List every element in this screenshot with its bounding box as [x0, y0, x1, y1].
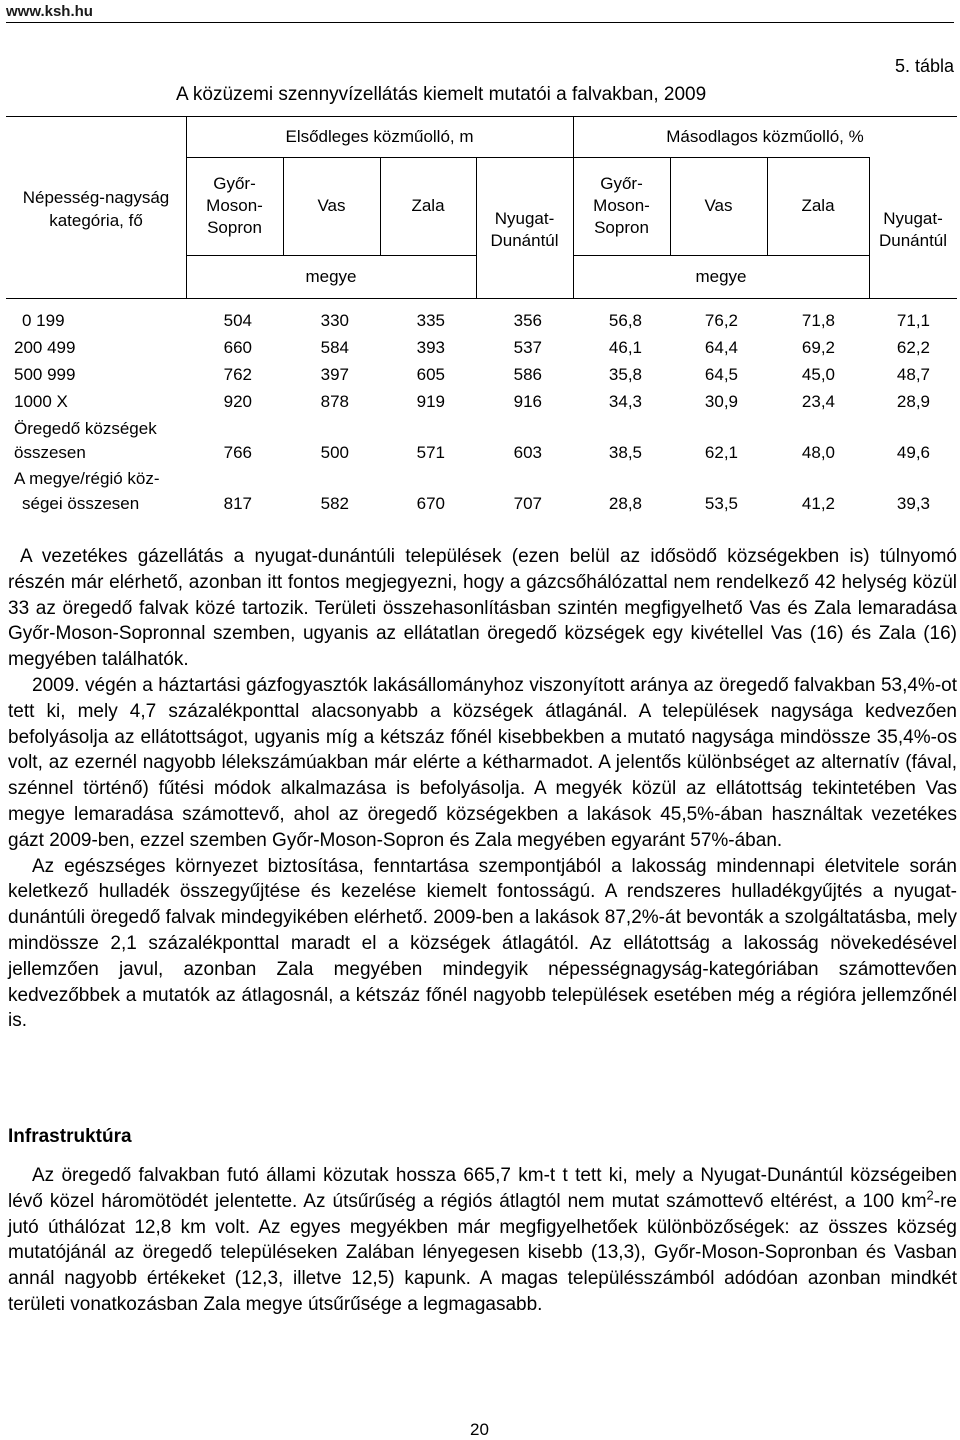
header-top-line	[6, 116, 957, 117]
col-line: Nyugat-	[883, 209, 943, 228]
col-line: Dunántúl	[490, 231, 559, 250]
col-line: Sopron	[594, 218, 649, 237]
table-row	[0, 494, 960, 516]
cell: 62,1	[704, 443, 738, 462]
cell: 62,2	[896, 338, 930, 357]
cell: 920	[223, 392, 252, 411]
paragraph: 2009. végén a háztartási gázfogyasztók lakásállományhoz viszonyított aránya az öregedő falvakban 53,4%-ot tett ki, mely 4,7 százalékponttal alacsonyabb a községek átlagánál. A települések nagysága kedvezően befolyásolja az ellátottságot, ugyanis míg a kétszáz főnél kisebbekben a mutató nagysága mindössze 35,4%-os volt, az ezernél nagyobb lélekszámúakban már elérte a kétharmadot. A jelentős különbséget az alternatív (fával, szénnel történő) fűtési módok alkalmazása is befolyásolja. A megyék közül az ellátottság tekintetében Vas megye lemaradása számottevő, ahol az öregedő községekben a lakások 45,5%-ában használtak vezetékes gázt 2009-ben, ezzel szemben Győr-Moson-Sopron és Zala megyében egyaránt 57%-ában.	[8, 674, 957, 851]
table-row	[0, 311, 960, 333]
cell: 53,5	[704, 494, 738, 513]
table-row	[0, 443, 960, 465]
cell: 766	[223, 443, 252, 462]
cell: 330	[320, 311, 349, 330]
cell: 504	[223, 311, 252, 330]
cell: 605	[416, 365, 445, 384]
cell: 762	[223, 365, 252, 384]
cell: 28,9	[896, 392, 930, 411]
col-line: Győr-	[600, 174, 643, 193]
infrastructure-text	[8, 1163, 957, 1318]
table-row	[0, 392, 960, 414]
cell: 76,2	[704, 311, 738, 330]
row-label-line: ségei összesen	[22, 494, 140, 513]
col-nyd-1	[476, 208, 573, 252]
paragraph: A vezetékes gázellátás a nyugat-dunántúli települések (ezen belül az idősödő községekben is) túlnyomó részén már elérhető, azonban itt fontos megjegyezni, hogy a gázcsőhálózattal nem rendelkező 42 helység közül 33 az öregedő falvak közé tartozik. Területi összehasonlításban szintén megfigyelhető Vas és Zala lemaradása Győr-Moson-Sopronnal szemben, ugyanis az ellátatlan öregedő községek egy kivétellel Vas (16) és Zala (16) megyében találhatók.	[8, 546, 957, 671]
megye-label-2: megye	[695, 267, 747, 286]
cell: 23,4	[801, 392, 835, 411]
cell: 584	[320, 338, 349, 357]
cell: 603	[513, 443, 542, 462]
megye-line-1	[186, 255, 476, 256]
row-label: 500 999	[14, 365, 76, 384]
row-label: 0 199	[22, 311, 65, 330]
paragraph	[8, 1163, 957, 1318]
table-title: A közüzemi szennyvízellátás kiemelt mutatói a falvakban, 2009	[176, 84, 707, 105]
cell: 34,3	[608, 392, 642, 411]
text-part: -re jutó úthálózat 12,8 km volt. Az egyes megyékben már megfigyelhetőek különbözőségek: az összes község mutatójánál az öregedő településeken Zalában lényegesen kisebb (13,3), Győr-Moson-Sopronban és Vasban annál nagyobb értékeket (12,3, illetve 12,5) kapunk. A magas településszámból adódóan azonban mindkét területi vonatkozásban Zala megye útsűrűsége a legmagasabb.	[8, 1190, 957, 1315]
col-gyms-1	[186, 173, 283, 239]
cell: 71,1	[896, 311, 930, 330]
row-label: 1000 X	[14, 392, 68, 411]
cell: 916	[513, 392, 542, 411]
cell: 919	[416, 392, 445, 411]
row-label-line: Öregedő községek	[14, 419, 157, 438]
cell: 586	[513, 365, 542, 384]
cell: 335	[416, 311, 445, 330]
megye-label-1: megye	[305, 267, 357, 286]
cell: 393	[416, 338, 445, 357]
paragraph: Az egészséges környezet biztosítása, fenntartása szempontjából a lakosság mindennapi életvitele során keletkező hulladék összegyűjtése és kezelése kiemelt fontosságú. A rendszeres hulladékgyűjtés a nyugat-dunántúli öregedő falvak mindegyikében elérhető. 2009-ben a lakások 87,2%-át bevonták a szolgáltatásba, mely mindössze 2,1 százalékponttal maradt el a községek átlagától. Az ellátottság a lakosság növekedésével jellemzően javul, azonban Zala megyében mindegyik népességnagyság-kategóriában számottevően kedvezőbbek a mutatók az átlagosnál, a kétszáz főnél nagyobb települések esetében még a régióra jellemzőnél is.	[8, 855, 957, 1032]
row-header-line: Népesség-nagyság	[22, 188, 170, 207]
col-line: Dunántúl	[878, 231, 948, 250]
cell: 39,3	[896, 494, 930, 513]
site-url[interactable]: www.ksh.hu	[6, 3, 93, 20]
row-label: 200 499	[14, 338, 76, 357]
row-header-line: kategória, fő	[49, 211, 143, 230]
page-number: 20	[470, 1420, 489, 1439]
row-label-line: A megye/régió köz-	[14, 469, 160, 488]
cell: 49,6	[896, 443, 930, 462]
table-number: 5. tábla	[894, 56, 954, 76]
cell: 56,8	[608, 311, 642, 330]
header-bottom-line	[6, 298, 957, 299]
col-gyms-2	[573, 173, 670, 239]
cell: 64,4	[704, 338, 738, 357]
col-vas-2: Vas	[704, 196, 733, 215]
cell: 670	[416, 494, 445, 513]
row-header	[6, 186, 186, 232]
group-header-secondary: Másodlagos közműolló, %	[666, 127, 864, 146]
superscript: 2	[926, 1187, 934, 1203]
cell: 28,8	[608, 494, 642, 513]
table-row	[0, 338, 960, 360]
cell: 500	[320, 443, 349, 462]
cell: 660	[223, 338, 252, 357]
cell: 817	[223, 494, 252, 513]
cell: 69,2	[801, 338, 835, 357]
cell: 707	[513, 494, 542, 513]
table-row	[0, 365, 960, 387]
cell: 878	[320, 392, 349, 411]
col-line: Moson-	[206, 196, 263, 215]
cell: 46,1	[608, 338, 642, 357]
cell: 35,8	[608, 365, 642, 384]
cell: 64,5	[704, 365, 738, 384]
cell: 48,7	[896, 365, 930, 384]
col-line: Győr-	[213, 174, 256, 193]
cell: 397	[320, 365, 349, 384]
cell: 45,0	[801, 365, 835, 384]
cell: 582	[320, 494, 349, 513]
body-text	[8, 544, 957, 1034]
megye-line-2	[573, 255, 869, 256]
group-header-primary: Elsődleges közműolló, m	[285, 127, 474, 146]
col-zala-1: Zala	[411, 196, 445, 215]
col-line: Nyugat-	[494, 209, 555, 228]
text-part: Az öregedő falvakban futó állami közutak hossza 665,7 km-t t tett ki, mely a Nyugat-Dunántúl községeiben lévő közel háromötödét jelentette. Az útsűrűség a régiós átlagtól nem mutat számottevő eltérést, a 100 km	[8, 1165, 957, 1212]
cell: 537	[513, 338, 542, 357]
cell: 356	[513, 311, 542, 330]
top-rule	[6, 22, 954, 23]
cell: 71,8	[801, 311, 835, 330]
row-label-line: összesen	[14, 443, 86, 462]
col-vas-1: Vas	[317, 196, 346, 215]
cell: 48,0	[801, 443, 835, 462]
section-heading: Infrastruktúra	[8, 1126, 132, 1147]
cell: 571	[416, 443, 445, 462]
col-line: Moson-	[593, 196, 650, 215]
cell: 30,9	[704, 392, 738, 411]
col-nyd-2	[869, 208, 957, 252]
cell: 38,5	[608, 443, 642, 462]
cell: 41,2	[801, 494, 835, 513]
col-zala-2: Zala	[801, 196, 835, 215]
col-line: Sopron	[207, 218, 262, 237]
